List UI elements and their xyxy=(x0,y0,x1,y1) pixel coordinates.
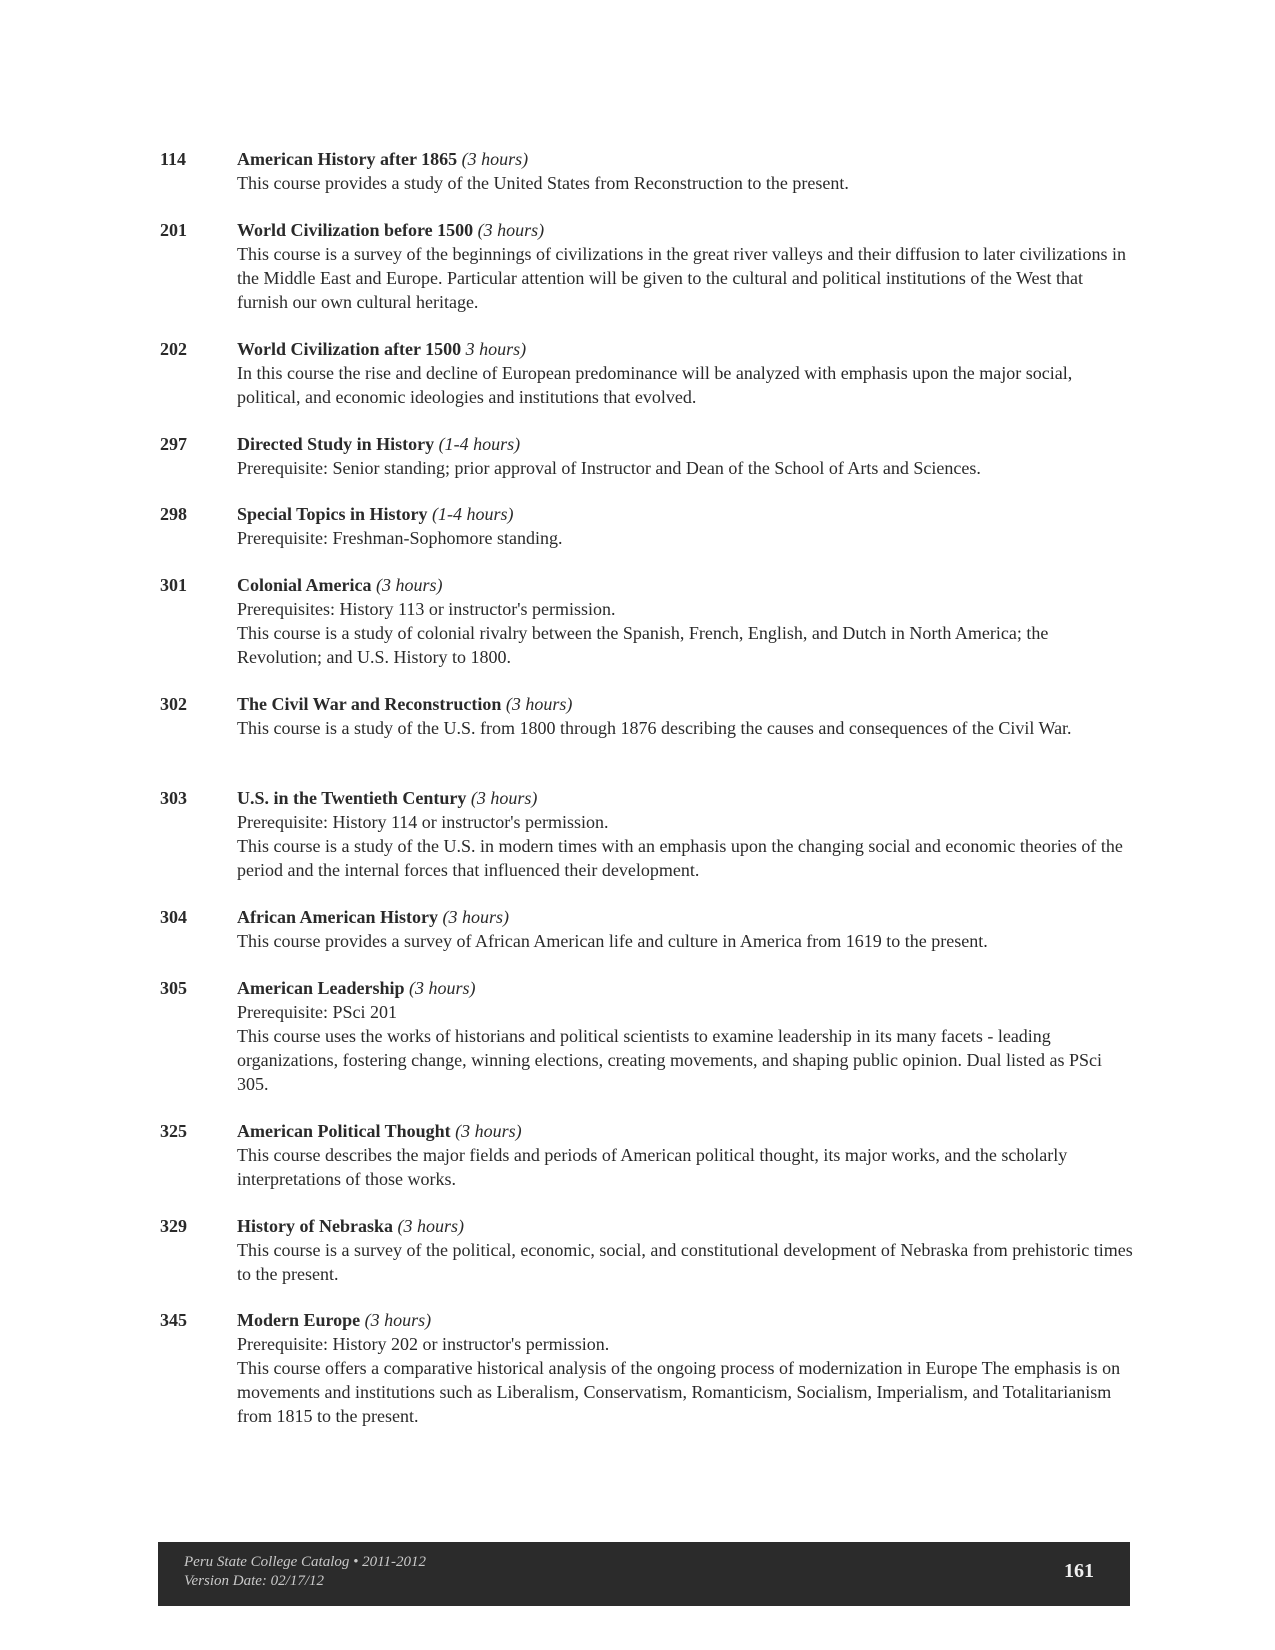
course-title: American History after 1865 xyxy=(237,149,458,169)
course-297 xyxy=(160,432,1135,480)
course-hours: (3 hours) xyxy=(505,694,573,714)
course-title: Colonial America xyxy=(237,575,372,595)
course-description: This course is a survey of the beginnings of civilizations in the great river valleys and their diffusion to later civilizations in the Middle East and Europe. Particular attention will be given to the cultural and political institutions of the West that furnish our own cultural heritage. xyxy=(237,244,1126,312)
course-description: This course describes the major fields and periods of American political thought, its major works, and the scholarly interpretations of those works. xyxy=(237,1145,1068,1189)
course-number: 329 xyxy=(160,1216,187,1236)
course-title: World Civilization before 1500 xyxy=(237,220,474,240)
course-prerequisite: Prerequisite: History 114 or instructor's permission. xyxy=(237,812,609,832)
course-description: This course is a survey of the political, economic, social, and constitutional development of Nebraska from prehistoric times to the present. xyxy=(237,1240,1133,1284)
course-title: History of Nebraska xyxy=(237,1216,393,1236)
course-number: 303 xyxy=(160,788,187,808)
course-114 xyxy=(160,147,1135,195)
course-305 xyxy=(160,976,1135,1096)
course-hours: (3 hours) xyxy=(470,788,538,808)
course-title: U.S. in the Twentieth Century xyxy=(237,788,467,808)
page-footer xyxy=(158,1542,1130,1606)
course-description: This course provides a study of the United States from Reconstruction to the present. xyxy=(237,173,849,193)
course-345 xyxy=(160,1308,1135,1428)
course-title: Modern Europe xyxy=(237,1310,361,1330)
course-number: 114 xyxy=(160,149,187,169)
course-325 xyxy=(160,1119,1135,1191)
course-prerequisite: Prerequisite: PSci 201 xyxy=(237,1002,397,1022)
course-298 xyxy=(160,502,1135,550)
course-description: This course provides a survey of African American life and culture in America from 1619 to the present. xyxy=(237,931,988,951)
course-title: World Civilization after 1500 xyxy=(237,339,462,359)
course-title: African American History xyxy=(237,907,438,927)
course-number: 305 xyxy=(160,978,187,998)
course-hours: (1-4 hours) xyxy=(432,504,514,524)
page-number: 161 xyxy=(1064,1560,1094,1582)
course-hours: (3 hours) xyxy=(375,575,443,595)
course-303 xyxy=(160,786,1135,882)
course-hours: (3 hours) xyxy=(455,1121,522,1141)
course-prerequisite: Prerequisite: Senior standing; prior approval of Instructor and Dean of the School of Arts and Sciences. xyxy=(237,458,981,478)
course-number: 301 xyxy=(160,575,187,595)
course-title: Directed Study in History xyxy=(237,434,435,454)
course-title: American Leadership xyxy=(237,978,405,998)
course-description: This course is a study of the U.S. in modern times with an emphasis upon the changing social and economic theories of the period and the internal forces that influenced their development. xyxy=(237,836,1123,880)
course-number: 298 xyxy=(160,504,187,524)
course-number: 201 xyxy=(160,220,187,240)
course-hours: (3 hours) xyxy=(461,149,529,169)
course-title: The Civil War and Reconstruction xyxy=(237,694,502,714)
footer-catalog-title: Peru State College Catalog • 2011-2012 xyxy=(184,1554,427,1570)
course-description: This course offers a comparative historical analysis of the ongoing process of modernization in Europe The emphasis is on movements and institutions such as Liberalism, Conservatism, Romanticism, Socialism, Imperialism, and Totalitarianism from 1815 to the present. xyxy=(237,1358,1121,1426)
course-title: American Political Thought xyxy=(237,1121,451,1141)
course-201 xyxy=(160,218,1135,314)
course-hours: (3 hours) xyxy=(477,220,545,240)
course-number: 202 xyxy=(160,339,187,359)
course-hours: (3 hours) xyxy=(442,907,509,927)
course-302 xyxy=(160,692,1135,740)
course-hours: (3 hours) xyxy=(408,978,476,998)
course-hours: (1-4 hours) xyxy=(438,434,521,454)
course-hours: (3 hours) xyxy=(364,1310,432,1330)
course-description: This course uses the works of historians and political scientists to examine leadership in its many facets - leading organizations, fostering change, winning elections, creating movements, and shaping public opinion. Dual listed as PSci 305. xyxy=(237,1026,1102,1094)
course-prerequisite: Prerequisites: History 113 or instructor's permission. xyxy=(237,599,616,619)
course-number: 345 xyxy=(160,1310,187,1330)
course-hours: 3 hours) xyxy=(465,339,527,359)
course-202 xyxy=(160,337,1135,409)
course-329 xyxy=(160,1214,1135,1286)
course-description: In this course the rise and decline of European predominance will be analyzed with emphasis upon the major social, political, and economic ideologies and institutions that evolved. xyxy=(237,363,1073,407)
course-title: Special Topics in History xyxy=(237,504,428,524)
course-304 xyxy=(160,905,1135,953)
course-prerequisite: Prerequisite: Freshman-Sophomore standing. xyxy=(237,528,563,548)
course-number: 297 xyxy=(160,434,187,454)
course-number: 302 xyxy=(160,694,187,714)
footer-version-date: Version Date: 02/17/12 xyxy=(184,1573,324,1589)
course-hours: (3 hours) xyxy=(397,1216,464,1236)
course-prerequisite: Prerequisite: History 202 or instructor's permission. xyxy=(237,1334,610,1354)
course-description: This course is a study of the U.S. from 1800 through 1876 describing the causes and consequences of the Civil War. xyxy=(237,718,1072,738)
course-301 xyxy=(160,573,1135,669)
course-number: 304 xyxy=(160,907,187,927)
course-number: 325 xyxy=(160,1121,187,1141)
course-description: This course is a study of colonial rivalry between the Spanish, French, English, and Dutch in North America; the Revolution; and U.S. History to 1800. xyxy=(237,623,1049,667)
